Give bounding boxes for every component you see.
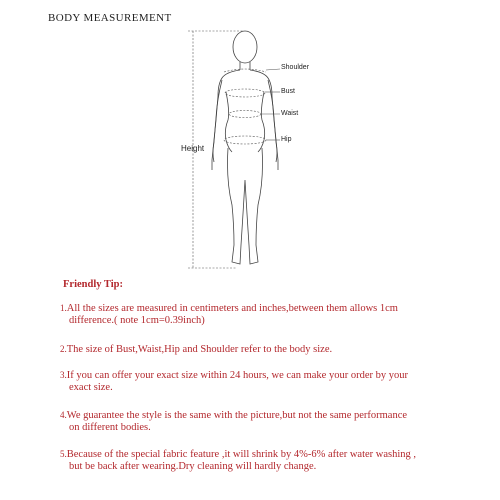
shoulder-line (224, 69, 266, 72)
figure-left-arm (213, 80, 222, 162)
bust-ring (225, 89, 265, 97)
tip-item-2: 2.The size of Bust,Waist,Hip and Shoulder refer to the body size. (60, 344, 333, 355)
tip-item-1: 1.All the sizes are measured in centimeters and inches,between them allows 1cm difference.( note 1cm=0.39inch) (60, 303, 398, 326)
height-label: Height (181, 144, 205, 153)
shoulder-label: Shoulder (281, 64, 310, 71)
figure-legs (228, 148, 263, 264)
shoulder-leader (266, 69, 280, 70)
tip-item-3: 3.If you can offer your exact size within 24 hours, we can make your order by your exact size. (60, 370, 408, 393)
tip-item-5: 5.Because of the special fabric feature ,it will shrink by 4%-6% after water washing , but be back after wearing.Dry cleaning will hardly change. (60, 449, 417, 472)
waist-label: Waist (281, 110, 299, 117)
page-title: BODY MEASUREMENT (48, 12, 172, 24)
friendly-tip-heading: Friendly Tip: (63, 279, 124, 290)
tip-item-4: 4.We guarantee the style is the same with the picture,but not the same performance on different bodies. (60, 410, 408, 433)
bust-label: Bust (281, 88, 296, 95)
figure-head (233, 31, 257, 63)
figure-body-outline (212, 70, 278, 170)
hip-ring (224, 136, 266, 144)
hip-label: Hip (281, 136, 292, 143)
figure-right-arm (268, 80, 277, 162)
waist-ring (229, 111, 261, 118)
